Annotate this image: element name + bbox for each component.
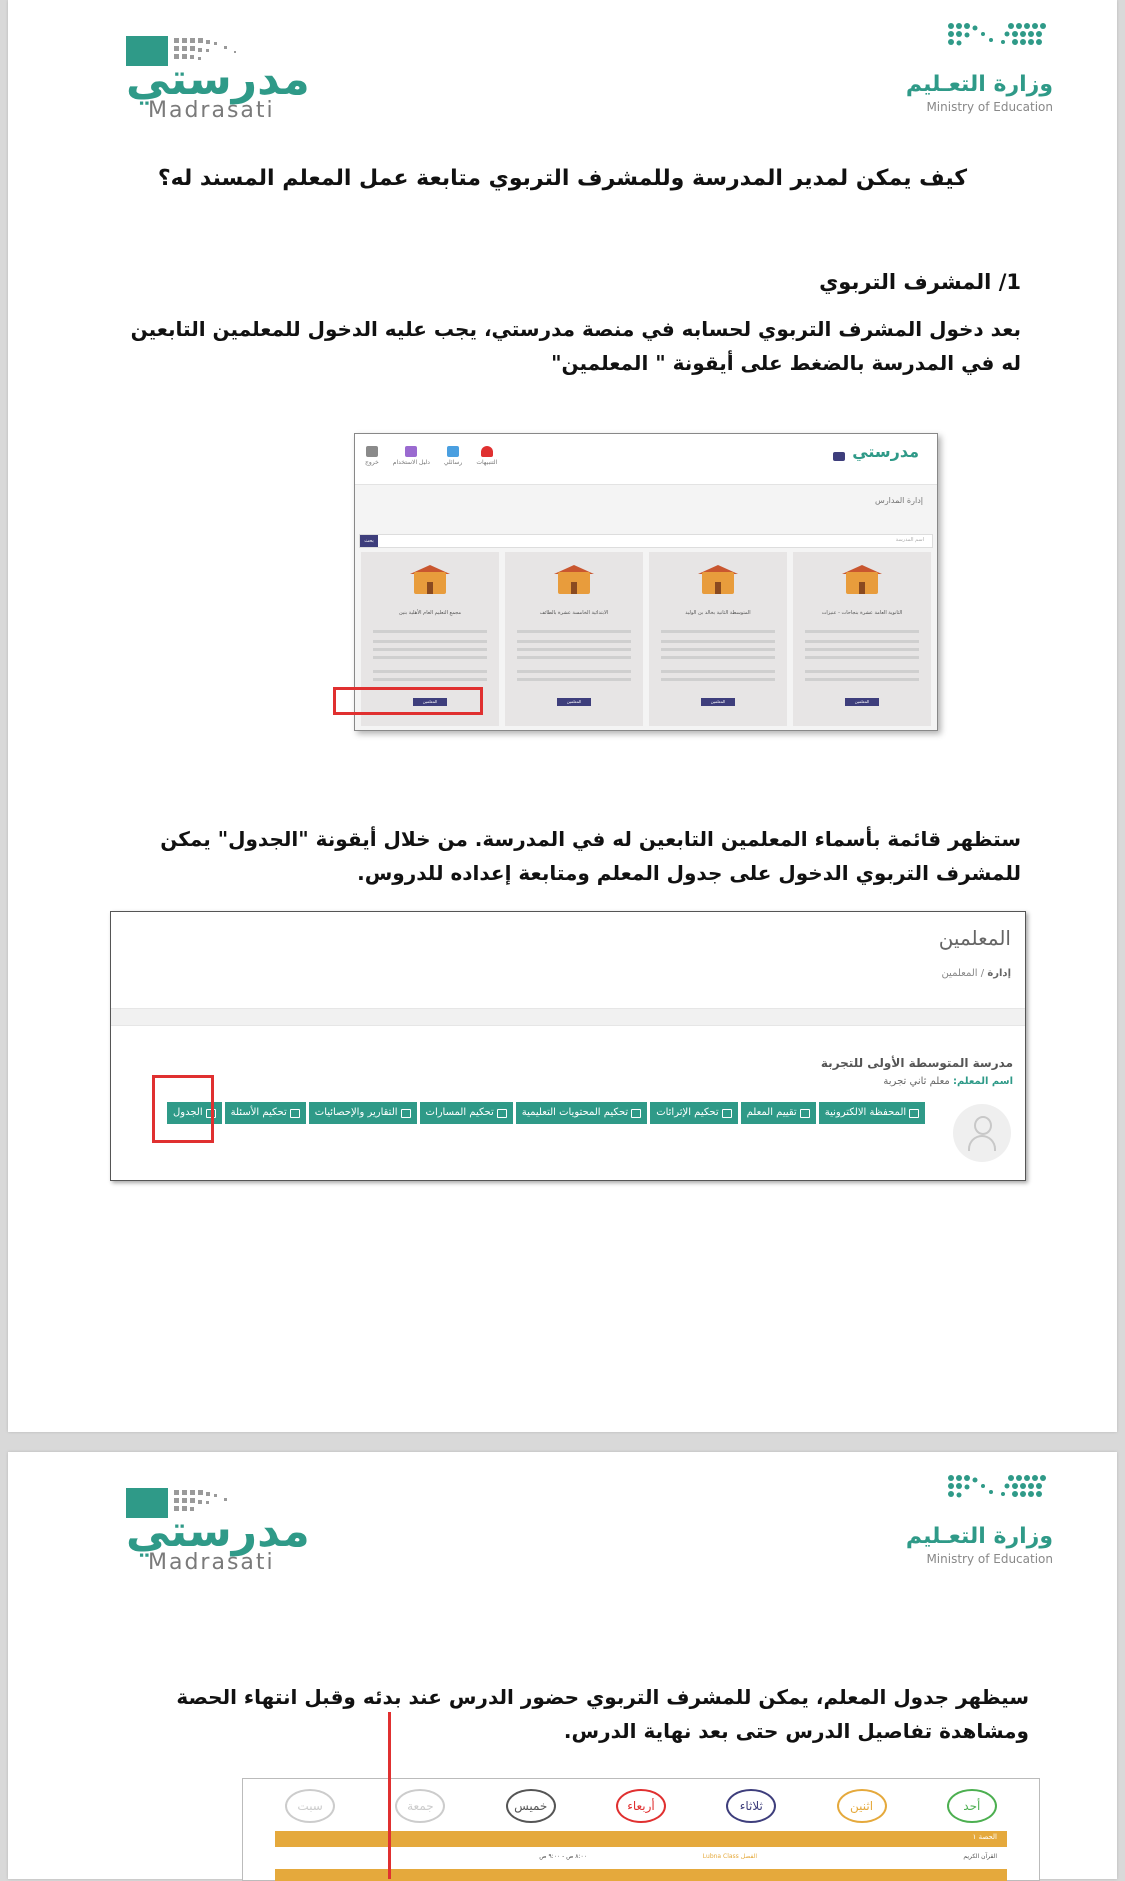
search-placeholder: اسم المدرسة <box>895 537 924 543</box>
button-label: تحكيم الأسئلة <box>230 1107 287 1118</box>
content-button <box>516 1102 647 1124</box>
nav-label: رسائلي <box>443 459 463 466</box>
button-label: تحكيم المحتويات التعليمية <box>521 1107 629 1118</box>
document-page-1 <box>8 0 1117 1432</box>
monitor-icon <box>631 1109 641 1118</box>
school-building-icon <box>408 560 452 600</box>
questions-button <box>225 1102 306 1124</box>
day-tab: سبت <box>285 1789 335 1823</box>
day-tab: أحد <box>947 1789 997 1823</box>
teacher-name: معلم ثاني تجربة <box>883 1076 950 1087</box>
section-heading: 1/ المشرف التربوي <box>819 270 1021 294</box>
paragraph-3: سيظهر جدول المعلم، يمكن للمشرف التربوي حضور الدرس عند بدئه وقبل انتهاء الحصة ومشاهدة تفاصيل الدرس حتى بعد نهاية الدرس. <box>176 1685 1029 1743</box>
school-card-name: الثانوية العامة عشرة بنجاحات - عنيزات <box>821 610 903 616</box>
logout-icon <box>366 446 378 457</box>
schedule-screenshot <box>242 1778 1040 1881</box>
nav-item-logout <box>365 446 379 466</box>
schools-brand: مدرستي <box>852 442 919 461</box>
lesson-time: ٨:٠٠ ص - ٩:٠٠ ص <box>539 1853 587 1860</box>
nav-item-guide <box>393 446 430 466</box>
annotation-arrow-line <box>388 1712 391 1879</box>
enrichments-button <box>650 1102 737 1124</box>
schools-page-title: إدارة المدارس <box>875 496 923 505</box>
school-card <box>793 552 931 726</box>
nav-label: دليل الاستخدام <box>392 459 430 466</box>
paragraph-2: ستظهر قائمة بأسماء المعلمين التابعين له في المدرسة. من خلال أيقونة "الجدول" يمكن للمشرف التربوي الدخول على جدول المعلم ومتابعة إعداده للدروس. <box>160 827 1021 885</box>
search-button: بحث <box>360 535 378 547</box>
teachers-button: المعلمين <box>845 698 879 706</box>
button-label: الجدول <box>173 1107 203 1118</box>
madrasati-logo-text-en: Madrasati <box>148 98 275 123</box>
button-label: تحكيم المسارات <box>425 1107 494 1118</box>
day-tabs <box>243 1789 1039 1823</box>
teacher-info <box>883 1076 1013 1087</box>
button-label: التقارير والإحصائيات <box>314 1107 398 1118</box>
ministry-logo-text-en: Ministry of Education <box>926 100 1053 114</box>
nav-label: خروج <box>365 459 379 466</box>
teacher-label: اسم المعلم: <box>952 1076 1013 1087</box>
reports-button <box>309 1102 417 1124</box>
list-icon <box>722 1109 732 1118</box>
period-header <box>275 1831 1007 1847</box>
school-card-name: مجمع التعليم العام الأهلية بنين <box>398 610 462 616</box>
bar-chart-icon <box>401 1109 411 1118</box>
teachers-button: المعلمين <box>701 698 735 706</box>
guide-icon <box>405 446 417 457</box>
school-card-name: الابتدائية الخامسة عشرة بالطائف <box>539 610 609 616</box>
period-label: الحصة ١ <box>972 1833 997 1841</box>
toolbar-band <box>111 1008 1025 1026</box>
nav-item-messages <box>444 446 462 466</box>
teachers-screenshot <box>110 911 1026 1181</box>
school-building-icon <box>840 560 884 600</box>
mail-icon <box>447 446 459 457</box>
school-card-name: المتوسطة الثانية بخالد بن الوليد <box>685 610 751 616</box>
evaluate-teacher-button <box>741 1102 816 1124</box>
monitor-icon <box>909 1109 919 1118</box>
wallet-button <box>819 1102 925 1124</box>
day-tab: ثلاثاء <box>726 1789 776 1823</box>
nav-item-alerts <box>476 446 497 466</box>
user-icon <box>974 1116 992 1135</box>
period-header-2 <box>275 1869 1007 1881</box>
list-icon <box>800 1109 810 1118</box>
teacher-actions <box>167 1102 925 1124</box>
schools-nav <box>365 446 497 466</box>
highlight-teachers-button <box>333 687 483 715</box>
teachers-button: المعلمين <box>557 698 591 706</box>
madrasati-logo-text-ar: مدرستي <box>126 1506 310 1557</box>
button-label: تقييم المعلم <box>746 1107 797 1118</box>
day-tab: أربعاء <box>616 1789 666 1823</box>
day-tab: اثنين <box>837 1789 887 1823</box>
tracks-button <box>420 1102 513 1124</box>
menu-icon <box>833 452 845 461</box>
monitor-icon <box>497 1109 507 1118</box>
button-label: المحفظة الالكترونية <box>824 1107 907 1118</box>
madrasati-logo-text-en: Madrasati <box>148 1550 275 1575</box>
school-name: مدرسة المتوسطة الأولى للتجربة <box>820 1056 1013 1070</box>
breadcrumb <box>941 968 1011 979</box>
school-building-icon <box>552 560 596 600</box>
paragraph-1: بعد دخول المشرف التربوي لحسابه في منصة مدرستي، يجب عليه الدخول للمعلمين التابعين له في المدرسة بالضغط على أيقونة " المعلمين" <box>130 317 1021 375</box>
school-card <box>505 552 643 726</box>
page-title: كيف يمكن لمدير المدرسة وللمشرف التربوي متابعة عمل المعلم المسند له؟ <box>157 166 968 191</box>
day-tab: جمعة <box>395 1789 445 1823</box>
ministry-logo-text-ar: وزارة التعـليم <box>905 72 1053 97</box>
breadcrumb-separator: / <box>980 968 985 979</box>
bell-icon <box>481 446 493 457</box>
lesson-subject: القرآن الكريم <box>963 1853 997 1860</box>
breadcrumb-home: إدارة <box>987 968 1011 979</box>
schools-topbar <box>355 434 937 485</box>
madrasati-logo-text-ar: مدرستي <box>126 54 310 105</box>
ministry-logo-text-ar: وزارة التعـليم <box>905 1524 1053 1549</box>
teachers-button: المعلمين <box>413 698 447 706</box>
teachers-page-title: المعلمين <box>938 926 1011 950</box>
day-tab: خميس <box>506 1789 556 1823</box>
highlight-schedule-button <box>152 1075 214 1143</box>
nav-label: التنبيهات <box>476 459 498 466</box>
ministry-logo-text-en: Ministry of Education <box>926 1552 1053 1566</box>
button-label: تحكيم الإثرائات <box>656 1107 719 1118</box>
lesson-row <box>275 1851 1007 1865</box>
school-card <box>649 552 787 726</box>
schools-search <box>359 534 933 548</box>
lesson-class: الفصل Lubna Class <box>702 1853 757 1860</box>
school-building-icon <box>696 560 740 600</box>
monitor-icon <box>290 1109 300 1118</box>
avatar <box>953 1104 1011 1162</box>
breadcrumb-current: المعلمين <box>941 968 978 979</box>
